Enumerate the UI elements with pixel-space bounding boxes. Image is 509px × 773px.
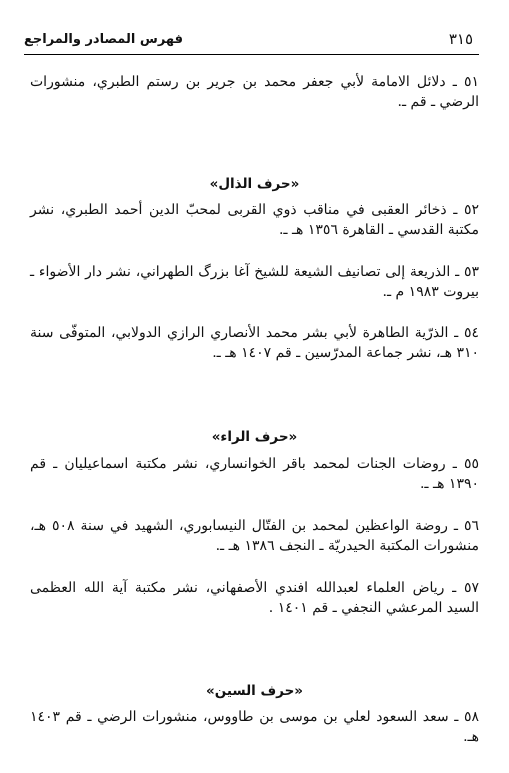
section-heading-ra: «حرف الراء» <box>211 429 298 445</box>
reference-entry-56: ٥٦ ـ روضة الواعظين لمحمد بن الفتّال النيسابوري، الشهيد في سنة ٥٠٨ هـ، منشورات المكتبة الحيدريّة ـ النجف ١٣٨٦ هـ ـ. <box>30 518 480 555</box>
reference-entry-52: ٥٢ ـ ذخائر العقبى في مناقب ذوي القربى لمحبّ الدين أحمد الطبري، نشر مكتبة القدسي ـ القاهرة ١٣٥٦ هـ ـ. <box>30 202 479 239</box>
reference-entry-57: ٥٧ ـ رياض العلماء لعبدالله افندي الأصفهاني، نشر مكتبة آية الله العظمى السيد المرعشي النجفي ـ قم ١٤٠١ . <box>30 580 479 617</box>
header-rule <box>24 54 479 55</box>
page-number: ٣١٥ <box>448 30 473 48</box>
running-title: فهرس المصادر والمراجع <box>24 32 183 47</box>
reference-entry-53: ٥٣ ـ الذريعة إلى تصانيف الشيعة للشيخ آغا بزرگ الطهراني، نشر دار الأضواء ـ بيروت ١٩٨٣ م ـ. <box>30 264 479 301</box>
reference-entry-51: ٥١ ـ دلائل الامامة لأبي جعفر محمد بن جرير بن رستم الطبري، منشورات الرضي ـ قم ـ. <box>30 74 479 111</box>
section-heading-sin: «حرف السين» <box>205 683 304 699</box>
reference-entry-55: ٥٥ ـ روضات الجنات لمحمد باقر الخوانساري، نشر مكتبة اسماعيليان ـ قم ١٣٩٠ هـ ـ. <box>30 456 479 493</box>
reference-entry-54: ٥٤ ـ الذرّية الطاهرة لأبي بشر محمد الأنصاري الرازي الدولابي، المتوفّى سنة ٣١٠ هـ، نشر جماعة المدرّسين ـ قم ١٤٠٧ هـ ـ. <box>30 325 479 362</box>
section-heading-dhal: «حرف الذال» <box>209 176 300 192</box>
reference-entry-58: ٥٨ ـ سعد السعود لعلي بن موسى بن طاووس، منشورات الرضي ـ قم ١٤٠٣ هـ. <box>30 709 479 746</box>
page-header <box>24 26 479 56</box>
